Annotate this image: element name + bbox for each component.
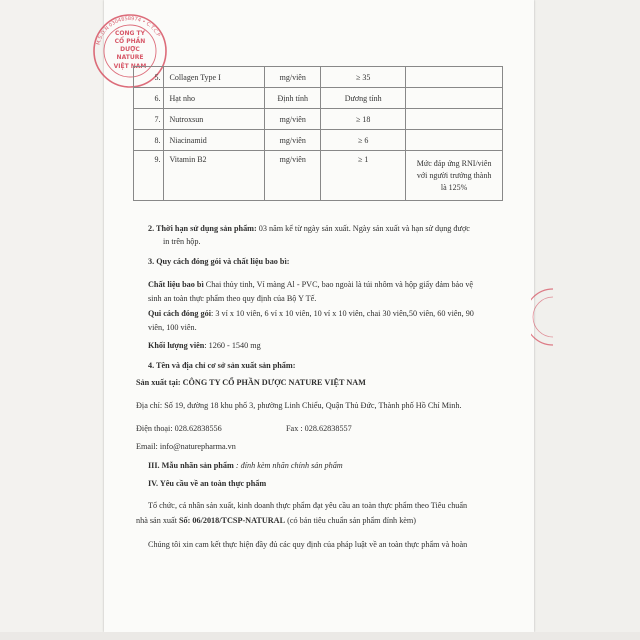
weight-label: Khối lượng viên xyxy=(148,341,205,350)
pack-text: : 3 vỉ x 10 viên, 6 vỉ x 10 viên, 10 vỉ x 10 viên, chai 30 viên,50 viên, 60 viên, 90 xyxy=(211,309,474,318)
requirement: ≥ 18 xyxy=(321,109,406,130)
section-2-text-cont: in trên hộp. xyxy=(163,237,201,246)
seal-line-1: CÔNG TY xyxy=(115,30,145,37)
row-number: 7. xyxy=(134,109,164,130)
section-IV-line-1: Tổ chức, cá nhân sản xuất, kinh doanh thực phẩm đạt yêu cầu an toàn thực phẩm theo Tiêu chuẩn xyxy=(148,501,468,510)
seal-line-4: NATURE xyxy=(116,54,144,61)
section-III-text: : đính kèm nhãn chính sản phẩm xyxy=(233,461,343,470)
row-number: 5. xyxy=(134,67,164,88)
row-number: 6. xyxy=(134,88,164,109)
maker-line xyxy=(136,378,366,387)
section-III xyxy=(148,461,343,470)
pack-line xyxy=(148,309,474,318)
commitment-line: Chúng tôi xin cam kết thực hiện đầy đủ các quy định của pháp luật về an toàn thực phẩm và hoàn xyxy=(148,540,468,549)
phone: Điện thoại: 028.62838556 xyxy=(136,424,222,433)
seal-ring-text: M.S.D.N 0304858974 • C.T.C.P xyxy=(95,15,162,46)
note-line: là 125% xyxy=(440,182,468,192)
weight-line xyxy=(148,341,261,350)
table-row xyxy=(134,109,503,130)
requirement: Dương tính xyxy=(321,88,406,109)
pack-text-cont: viên, 100 viên. xyxy=(148,323,197,332)
requirement: ≥ 6 xyxy=(321,130,406,151)
table-row xyxy=(134,67,503,88)
ingredient-name: Niacinamid xyxy=(164,130,265,151)
material-label: Chất liệu bao bì xyxy=(148,280,204,289)
ingredient-name: Nutroxsun xyxy=(164,109,265,130)
section-2 xyxy=(148,224,470,233)
weight-text: : 1260 - 1540 mg xyxy=(204,341,261,350)
table-row xyxy=(134,151,503,201)
ingredient-name: Vitamin B2 xyxy=(164,151,265,201)
address: Địa chỉ: Số 19, đường 18 khu phố 3, phường Linh Chiểu, Quận Thủ Đức, Thành phố Hồ Chí Minh. xyxy=(136,401,462,410)
row-number: 8. xyxy=(134,130,164,151)
note-line: Mức đáp ứng RNI/viên xyxy=(416,158,492,168)
edge-seal-fragment xyxy=(531,287,553,347)
section-IV-line-2-post: (có bản tiêu chuẩn sản phẩm đính kèm) xyxy=(285,516,417,525)
maker-name: CÔNG TY CỔ PHẦN DƯỢC NATURE VIỆT NAM xyxy=(180,378,366,387)
unit: mg/viên xyxy=(265,109,321,130)
fax: Fax : 028.62838557 xyxy=(286,424,352,433)
ingredient-name: Collagen Type I xyxy=(164,67,265,88)
section-IV-label: IV. Yêu cầu về an toàn thực phẩm xyxy=(148,479,267,488)
material-text: Chai thủy tinh, Vỉ màng Al - PVC, bao ngoài là túi nhôm và hộp giấy đảm bảo vệ xyxy=(203,280,474,289)
unit: Định tính xyxy=(265,88,321,109)
section-IV-line-2-pre: nhà sản xuất xyxy=(136,516,179,525)
row-number: 9. xyxy=(134,151,164,201)
maker-label: Sản xuất tại: xyxy=(136,378,181,387)
requirement: ≥ 35 xyxy=(321,67,406,88)
section-III-label: III. Mẫu nhãn sản phẩm xyxy=(148,461,234,470)
table-row xyxy=(134,88,503,109)
background-bottom xyxy=(0,632,640,640)
note xyxy=(406,67,503,88)
note xyxy=(406,109,503,130)
material-line xyxy=(148,280,473,289)
section-IV-line-2 xyxy=(136,516,416,525)
unit: mg/viên xyxy=(265,151,321,201)
section-3-label: 3. Quy cách đóng gói và chất liệu bao bì: xyxy=(148,257,290,266)
unit: mg/viên xyxy=(265,67,321,88)
seal-line-3: DƯỢC xyxy=(120,46,140,53)
unit: mg/viên xyxy=(265,130,321,151)
section-4-label: 4. Tên và địa chỉ cơ sở sản xuất sản phẩm: xyxy=(148,361,296,370)
seal-line-5: VIỆT NAM xyxy=(113,63,147,70)
material-text-cont: sinh an toàn thực phẩm theo quy định của Bộ Y Tế. xyxy=(148,294,317,303)
email: Email: info@naturepharma.vn xyxy=(136,442,236,451)
requirement: ≥ 1 xyxy=(321,151,406,201)
note xyxy=(406,130,503,151)
ingredient-name: Hạt nho xyxy=(164,88,265,109)
note xyxy=(406,151,503,201)
standard-number: Số: 06/2018/TCSP-NATURAL xyxy=(178,516,286,525)
pack-label: Qui cách đóng gói xyxy=(148,309,212,318)
seal-line-2: CỔ PHẦN xyxy=(114,38,146,45)
background-left xyxy=(0,0,104,640)
specification-table xyxy=(133,66,503,201)
note xyxy=(406,88,503,109)
section-2-label: 2. Thời hạn sử dụng sản phẩm: xyxy=(148,224,257,233)
note-line: với người trưởng thành xyxy=(416,170,492,180)
section-2-text: 03 năm kể từ ngày sản xuất. Ngày sản xuất và hạn sử dụng được xyxy=(256,224,470,233)
table-row xyxy=(134,130,503,151)
